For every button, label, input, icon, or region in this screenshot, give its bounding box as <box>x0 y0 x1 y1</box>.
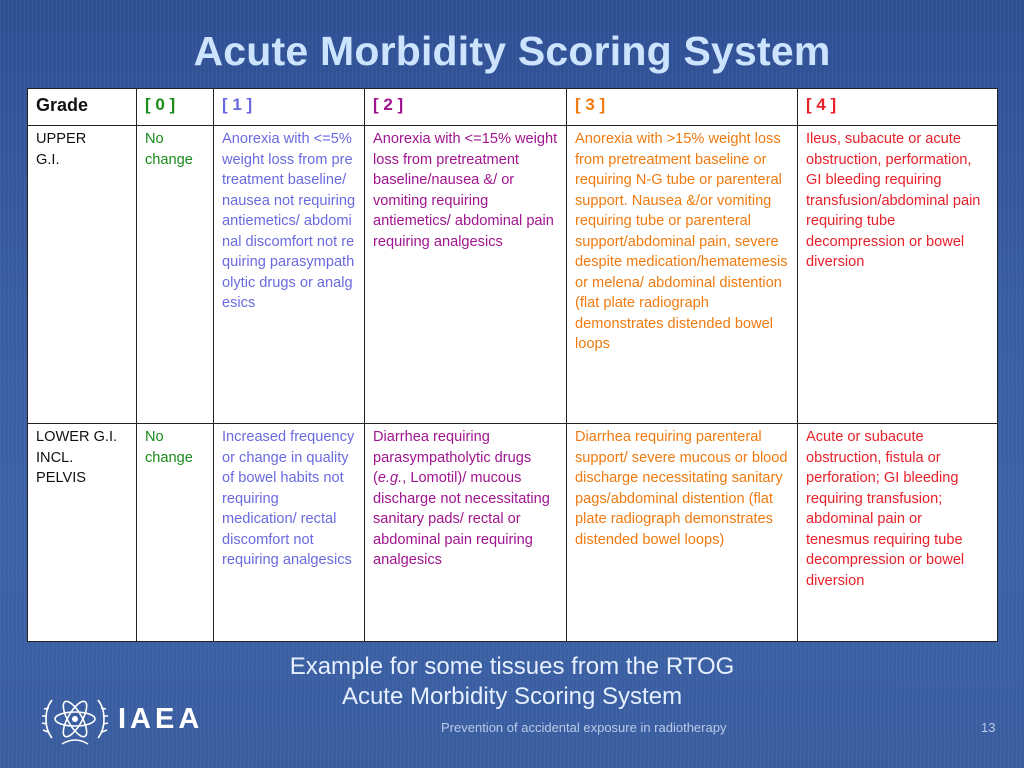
cell-grade-4: Ileus, subacute or acute obstruction, performation, GI bleeding requiring transfusion/abdominal pain requiring tube decompression or bowel diversion <box>798 126 998 424</box>
table-row-lower-gi <box>28 424 998 642</box>
caption-line-1: Example for some tissues from the RTOG <box>289 653 735 680</box>
iaea-logo <box>40 688 203 750</box>
cell-grade-2 <box>365 424 567 642</box>
header-grade-3: [ 3 ] <box>567 89 798 126</box>
cell-grade-4: Acute or subacute obstruction, fistula or perforation; GI bleeding requiring transfusion; abdominal pain or tenesmus requiring tube decompression or bowel diversion <box>798 424 998 642</box>
header-grade-4: [ 4 ] <box>798 89 998 126</box>
cell-grade-3: Anorexia with >15% weight loss from pretreatment baseline or requiring N-G tube or parenteral support. Nausea &/or vomiting requiring tube or parenteral support/abdominal pain, severe despite medication/hematemesis or melena/ abdominal distention (flat plate radiograph demonstrates distended bowel loops <box>567 126 798 424</box>
cell-text-post: , Lomotil)/ mucous discharge not necessitating sanitary pads/ rectal or abdominal pain requiring analgesics <box>373 470 550 568</box>
row-label: UPPER G.I. <box>28 126 137 424</box>
footer-text: Prevention of accidental exposure in radiotherapy <box>441 720 727 735</box>
header-grade-1: [ 1 ] <box>214 89 365 126</box>
header-row <box>28 89 998 126</box>
caption-line-2: Acute Morbidity Scoring System <box>341 683 683 710</box>
row-label: LOWER G.I. INCL. PELVIS <box>28 424 137 642</box>
cell-text-em: e.g. <box>377 470 403 486</box>
cell-grade-1: Anorexia with <=5% weight loss from pretreatment baseline/ nausea not requiring antiemetics/ abdominal discomfort not requiring parasympatholytic drugs or analgesics <box>214 126 365 424</box>
cell-grade-1: Increased frequency or change in quality of bowel habits not requiring medication/ rectal discomfort not requiring analgesics <box>214 424 365 642</box>
cell-grade-0: No change <box>137 424 214 642</box>
header-grade-2: [ 2 ] <box>365 89 567 126</box>
atom-wreath-icon <box>40 688 110 750</box>
page-number: 13 <box>981 720 996 735</box>
scoring-table <box>27 88 998 642</box>
slide-title: Acute Morbidity Scoring System <box>193 28 831 74</box>
header-grade: Grade <box>28 89 137 126</box>
table-row-upper-gi <box>28 126 998 424</box>
cell-text-pre: Diarrhea requiring parasympatholytic drugs ( <box>373 429 532 486</box>
cell-grade-2: Anorexia with <=15% weight loss from pretreatment baseline/nausea &/ or vomiting requiring antiemetics/ abdominal pain requiring analgesics <box>365 126 567 424</box>
header-grade-0: [ 0 ] <box>137 89 214 126</box>
cell-grade-0: No change <box>137 126 214 424</box>
cell-grade-3: Diarrhea requiring parenteral support/ severe mucous or blood discharge necessitating sanitary pags/abdominal distention (flat plate radiograph demonstrates distended bowel loops) <box>567 424 798 642</box>
logo-text: IAEA <box>118 702 204 735</box>
